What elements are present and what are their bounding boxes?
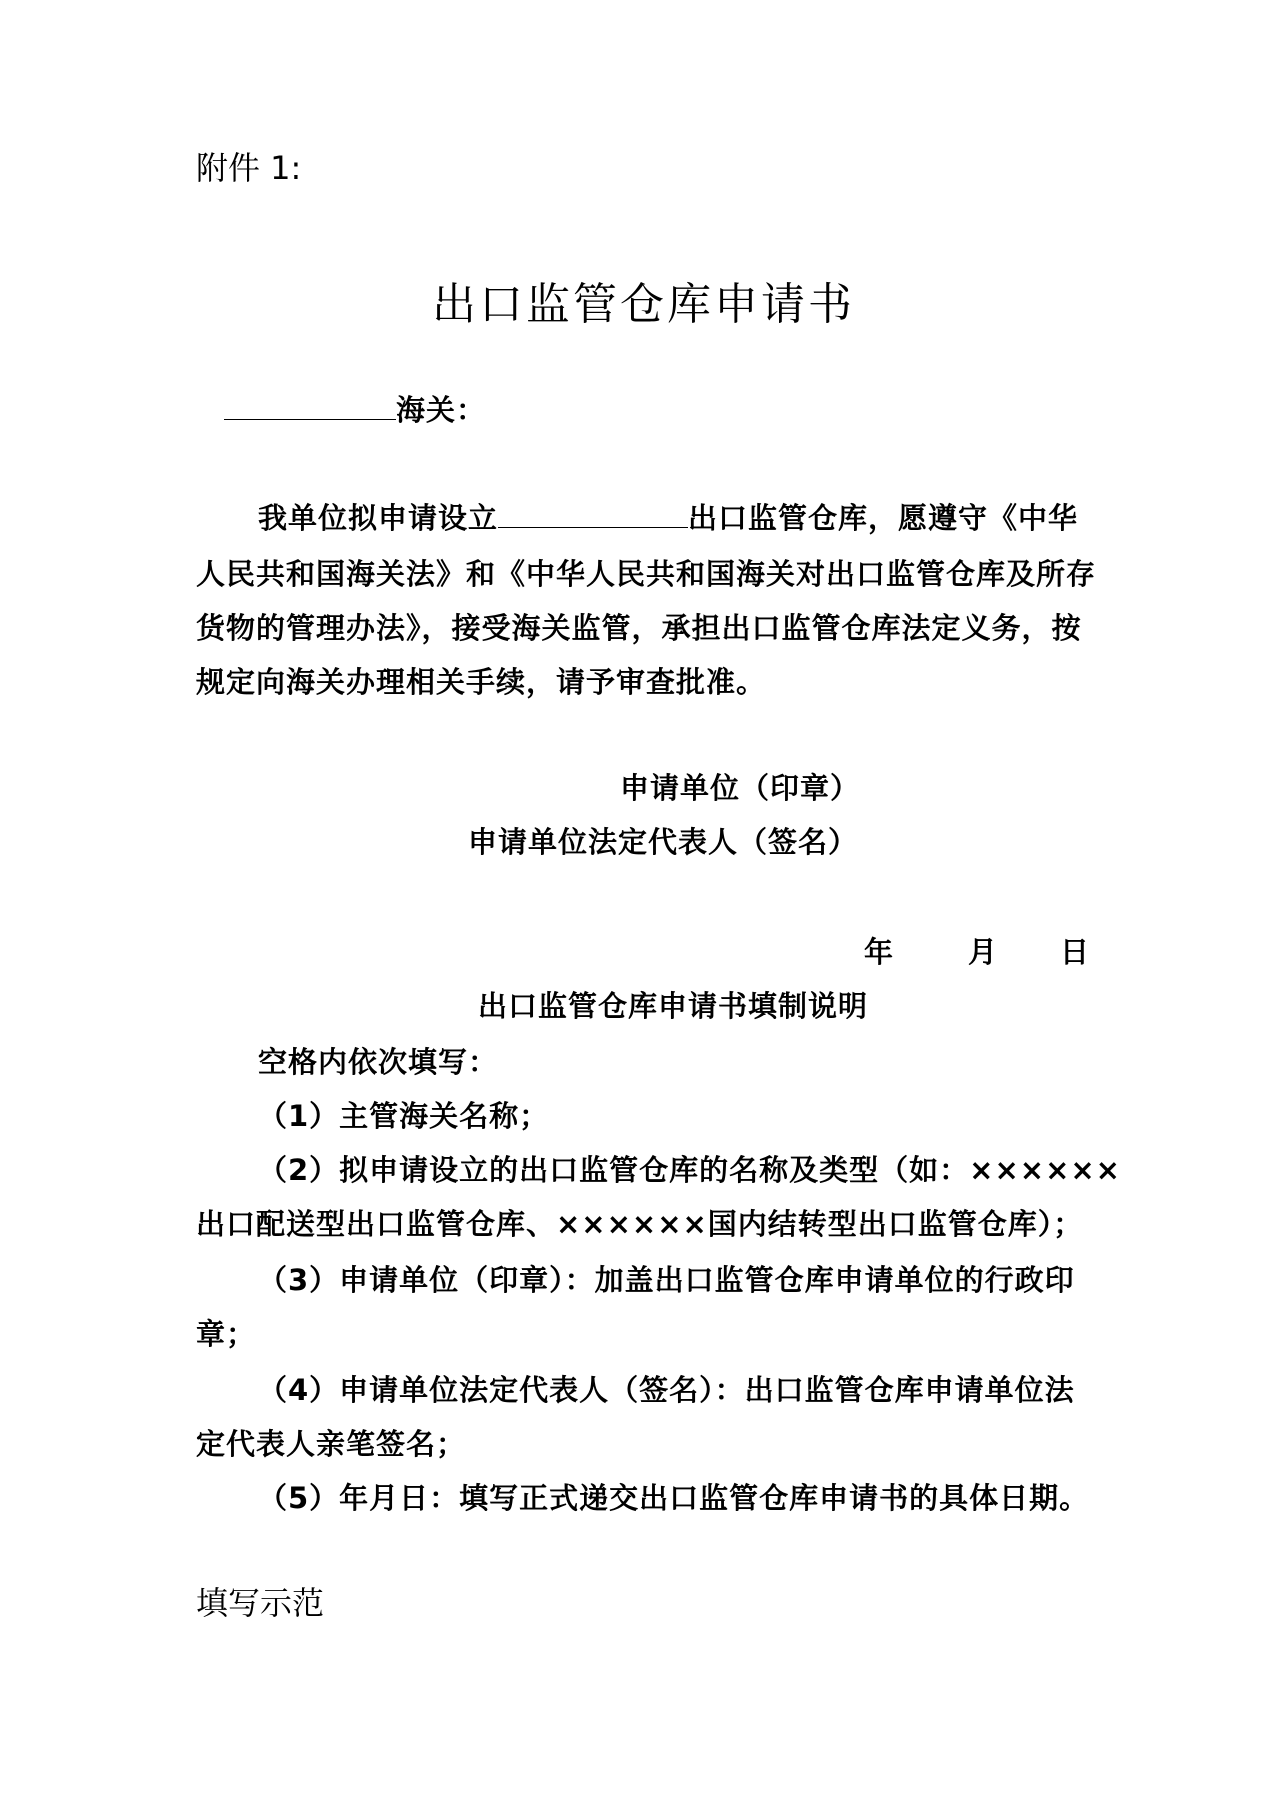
body-line-1-prefix: 我单位拟申请设立 bbox=[258, 501, 499, 535]
instructions-title: 出口监管仓库申请书填制说明 bbox=[478, 989, 869, 1023]
instruction-item-4b: 定代表人亲笔签名； bbox=[196, 1427, 467, 1461]
body-line-4: 规定向海关办理相关手续，请予审查批准。 bbox=[196, 665, 767, 699]
customs-suffix: 海关： bbox=[396, 393, 487, 427]
customs-name-blank bbox=[224, 389, 396, 420]
example-label: 填写示范 bbox=[196, 1584, 325, 1622]
body-line-1-suffix: 出口监管仓库，愿遵守《中华 bbox=[688, 501, 1079, 535]
document-title: 出口监管仓库申请书 bbox=[432, 279, 855, 330]
date-month: 月 bbox=[968, 935, 999, 969]
instruction-item-1: （1）主管海关名称； bbox=[258, 1099, 550, 1133]
instructions-intro: 空格内依次填写： bbox=[258, 1045, 499, 1079]
instruction-item-2a: （2）拟申请设立的出口监管仓库的名称及类型（如：×××××× bbox=[258, 1153, 1121, 1187]
body-line-3: 货物的管理办法》，接受海关监管，承担出口监管仓库法定义务，按 bbox=[196, 611, 1082, 645]
body-line-1 bbox=[258, 496, 1078, 537]
date-day: 日 bbox=[1060, 935, 1091, 969]
body-line-2: 人民共和国海关法》和《中华人民共和国海关对出口监管仓库及所存 bbox=[196, 557, 1097, 591]
date-year: 年 bbox=[864, 935, 895, 969]
instruction-item-5: （5）年月日：填写正式递交出口监管仓库申请书的具体日期。 bbox=[258, 1481, 1090, 1515]
instruction-item-3a: （3）申请单位（印章）：加盖出口监管仓库申请单位的行政印 bbox=[258, 1263, 1075, 1297]
attachment-label: 附件 1: bbox=[196, 149, 302, 187]
warehouse-name-blank bbox=[498, 497, 688, 528]
legal-rep-label: 申请单位法定代表人（签名） bbox=[468, 825, 859, 859]
customs-addressee bbox=[224, 388, 486, 429]
instruction-item-2b: 出口配送型出口监管仓库、××××××国内结转型出口监管仓库）； bbox=[196, 1207, 1084, 1241]
instruction-item-3b: 章； bbox=[196, 1317, 257, 1351]
unit-seal-label: 申请单位（印章） bbox=[620, 771, 861, 805]
instruction-item-4a: （4）申请单位法定代表人（签名）：出口监管仓库申请单位法 bbox=[258, 1373, 1075, 1407]
